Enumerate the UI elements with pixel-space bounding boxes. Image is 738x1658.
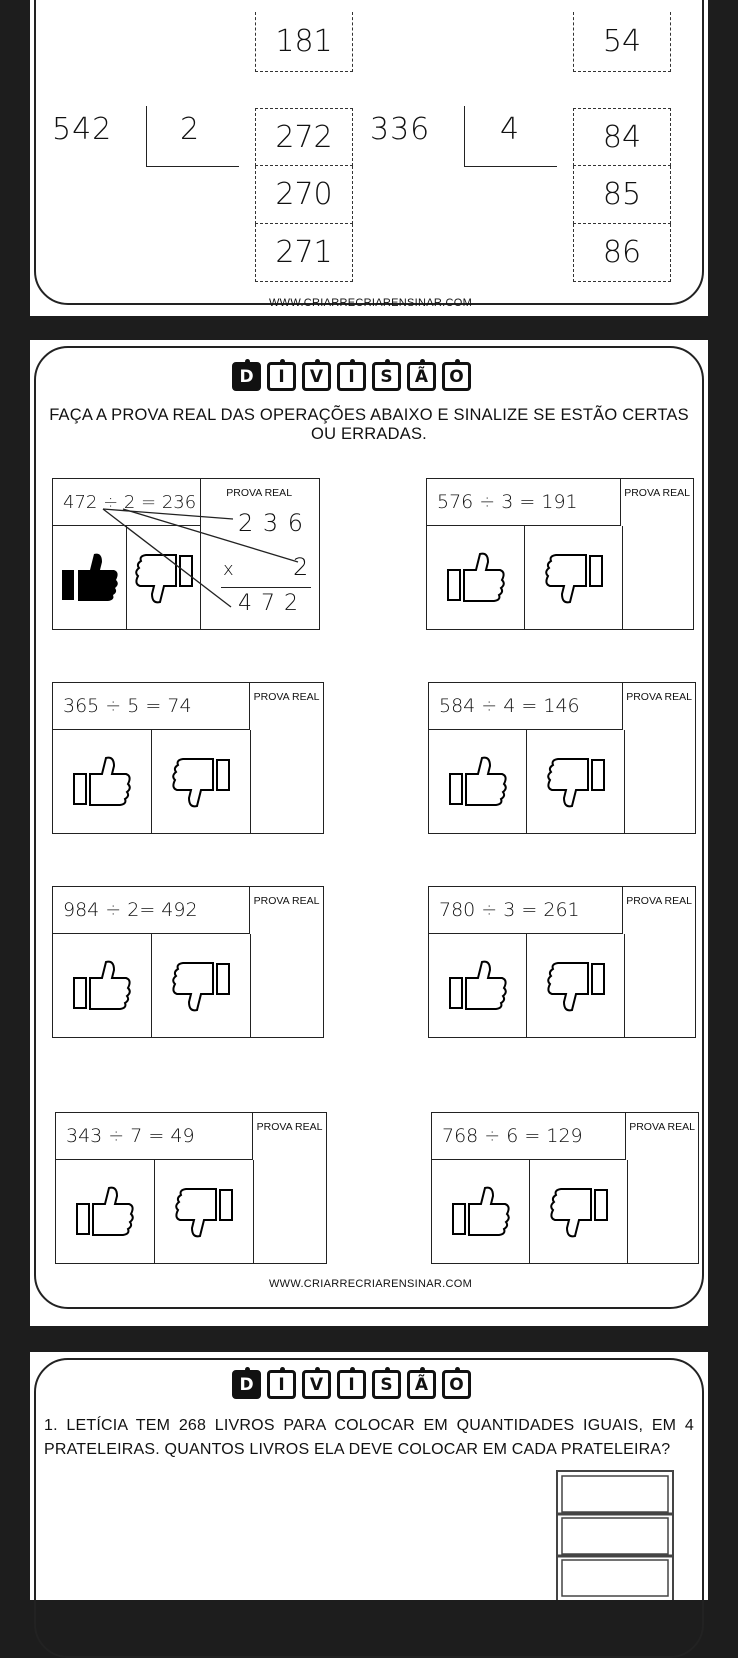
equation: 768 ÷ 6 = 129 [432,1113,626,1160]
prova-real-label: PROVA REAL [629,1121,695,1133]
worksheet-title [232,362,471,391]
prova-real-label: PROVA REAL [226,487,293,499]
thumbs-down-cell[interactable] [152,730,251,833]
option-value: 86 [602,235,642,270]
footer-url: WWW.CRIARRECRIARENSINAR.COM [269,1278,473,1290]
exercise-card [428,682,696,834]
thumbs-up-icon [448,754,508,810]
prova-real-label: PROVA REAL [626,895,692,907]
check-result: 4 7 2 [238,591,299,616]
thumbs-down-cell[interactable] [527,730,625,833]
option-value: 84 [602,119,642,155]
option-value: 85 [602,177,642,212]
equation: 584 ÷ 4 = 146 [429,683,623,730]
title-letter: O [442,362,471,391]
answer-box [255,12,353,72]
title-letter: Ã [407,362,436,391]
exercise-card [426,478,694,630]
answer-value: 181 [275,24,333,59]
prova-real-label: PROVA REAL [626,691,692,703]
thumbs-up-icon [446,550,506,606]
dividend: 336 [370,112,431,147]
thumbs-up-cell[interactable] [429,934,527,1037]
thumbs-up-icon [72,754,132,810]
instruction-text: FAÇA A PROVA REAL DAS OPERAÇÕES ABAIXO E SINALIZE SE ESTÃO CERTAS OU ERRADAS. [49,406,689,443]
exercise-card [52,682,324,834]
thumbs-down-cell[interactable] [527,934,625,1037]
thumbs-down-icon [174,1184,234,1240]
example-card [52,478,320,630]
title-letter: S [372,1370,401,1399]
title-letter: S [372,362,401,391]
thumbs-down-cell[interactable] [155,1160,254,1263]
equation: 365 ÷ 5 = 74 [53,683,250,730]
option-box[interactable] [255,166,353,224]
title-letter: V [302,1370,331,1399]
equation: 984 ÷ 2= 492 [53,887,250,934]
option-box[interactable] [573,108,671,166]
thumbs-down-icon [544,550,604,606]
option-value: 271 [275,235,333,270]
thumbs-down-cell[interactable] [525,526,623,629]
arrow-lines [53,479,321,631]
thumbs-up-cell[interactable] [56,1160,155,1263]
title-letter: I [337,1370,366,1399]
prova-real-label: PROVA REAL [253,691,320,703]
worksheet-title [232,1370,471,1399]
title-letter: I [267,362,296,391]
answer-box [573,12,671,72]
prova-real-area[interactable] [621,507,693,629]
prova-real-area[interactable] [253,1141,326,1263]
footer-url: WWW.CRIARRECRIARENSINAR.COM [269,297,473,309]
prova-real-label: PROVA REAL [256,1121,323,1133]
thumbs-down-icon [546,958,606,1014]
prova-real-label: PROVA REAL [624,487,690,499]
check-operator: x [223,559,235,580]
thumbs-up-cell[interactable] [429,730,527,833]
thumbs-up-icon [448,958,508,1014]
title-letter: D [232,1370,261,1399]
worksheet-page-1 [30,0,708,316]
bookshelf-icon [556,1470,674,1600]
thumbs-down-icon [549,1184,609,1240]
title-letter: I [337,362,366,391]
prova-real-area[interactable] [250,915,323,1037]
thumbs-up-icon [451,1184,511,1240]
option-box[interactable] [255,224,353,282]
option-box[interactable] [573,224,671,282]
thumbs-down-cell[interactable] [152,934,251,1037]
prova-real-area[interactable] [623,915,695,1037]
equation: 780 ÷ 3 = 261 [429,887,623,934]
prova-real-area[interactable] [250,711,323,833]
equation: 472 ÷ 2 = 236 [53,479,201,526]
question-text: 1. LETÍCIA TEM 268 LIVROS PARA COLOCAR EM QUANTIDADES IGUAIS, EM 4 PRATELEIRAS. QUANTOS LIVROS ELA DEVE COLOCAR EM CADA PRATELEIRA? [44,1417,694,1458]
thumbs-up-cell[interactable] [427,526,525,629]
equation: 343 ÷ 7 = 49 [56,1113,253,1160]
equation: 576 ÷ 3 = 191 [427,479,621,526]
thumbs-up-cell[interactable] [53,934,152,1037]
option-box[interactable] [573,166,671,224]
thumbs-up-cell[interactable] [53,730,152,833]
title-letter: I [267,1370,296,1399]
prova-real-area[interactable] [626,1141,698,1263]
thumbs-down-icon [171,958,231,1014]
thumbs-down-icon [546,754,606,810]
dividend: 542 [52,112,113,147]
prova-real-area[interactable] [623,711,695,833]
exercise-card [52,886,324,1038]
answer-value: 54 [602,24,642,59]
worksheet-page-2 [30,340,708,1326]
exercise-card [431,1112,699,1264]
check-top: 2 3 6 [238,509,305,537]
option-value: 270 [275,177,333,212]
option-value: 272 [275,119,333,155]
exercise-card [55,1112,327,1264]
thumbs-up-icon [75,1184,135,1240]
title-letter: V [302,362,331,391]
title-letter: D [232,362,261,391]
title-letter: O [442,1370,471,1399]
prova-real-label: PROVA REAL [253,895,320,907]
thumbs-up-cell[interactable] [432,1160,530,1263]
title-letter: Ã [407,1370,436,1399]
divisor: 4 [500,112,521,147]
option-box[interactable] [255,108,353,166]
thumbs-up-icon [72,958,132,1014]
worksheet-page-3 [30,1352,708,1600]
exercise-card [428,886,696,1038]
check-multiplier: 2 [293,553,310,581]
divisor: 2 [180,112,201,147]
thumbs-down-icon [171,754,231,810]
thumbs-down-cell[interactable] [530,1160,628,1263]
